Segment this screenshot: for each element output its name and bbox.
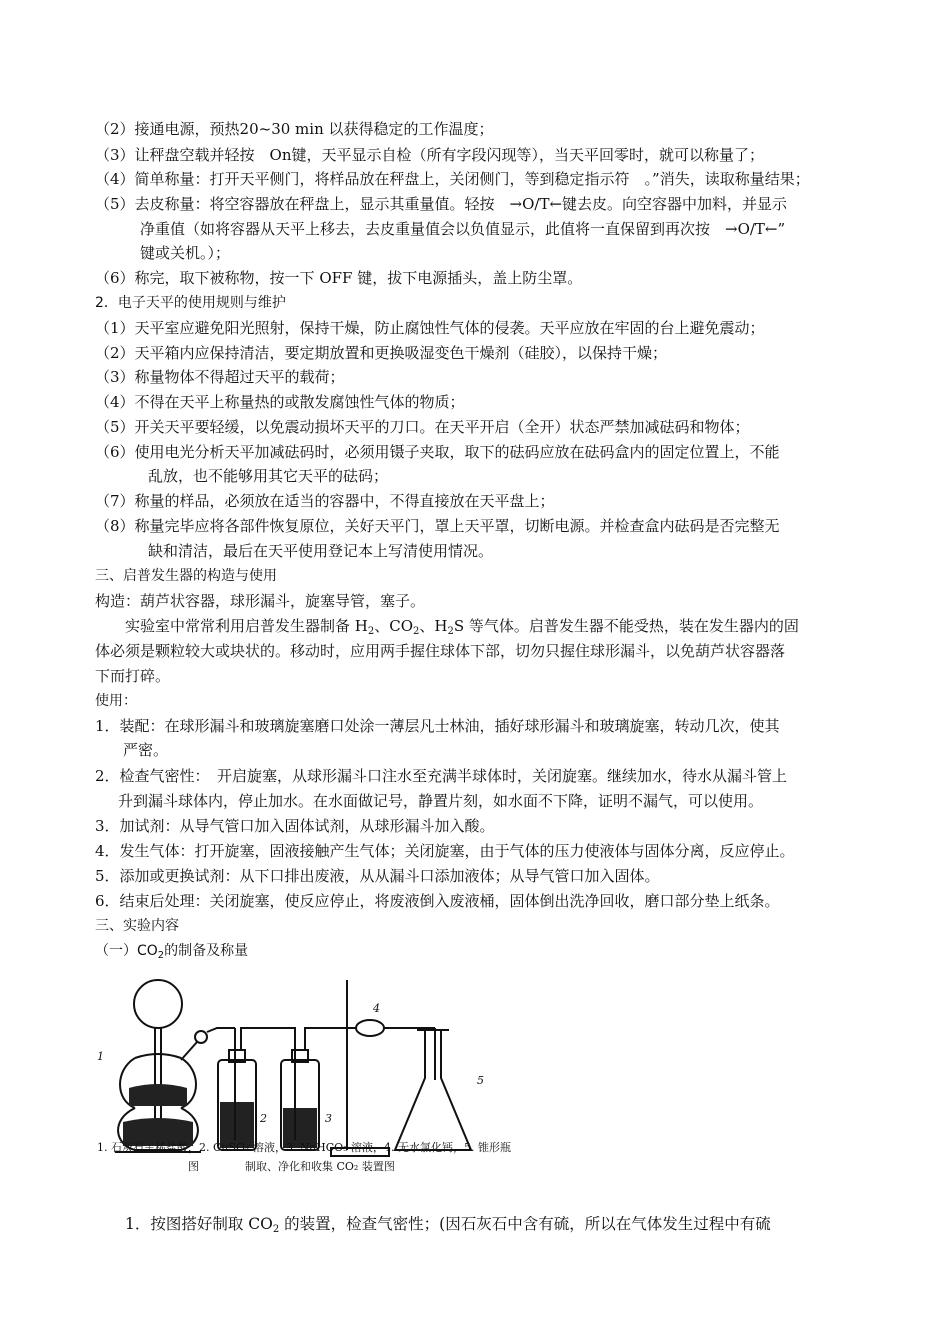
rule-3: （3）称量物体不得超过天平的载荷； <box>95 368 345 386</box>
experiment-step-1: 1．按图搭好制取 $CO_2$ 的装置，检查气密性；(因石灰石中含有硫，所以在气体发生过程中有硫 <box>125 1215 771 1235</box>
use-2-line1: 2．检查气密性： 开启旋塞，从球形漏斗口注水至充满半球体时，关闭旋塞。继续加水，待水从漏斗管上 <box>95 767 788 785</box>
step-5-line2: 净重值（如将容器从天平上移去，去皮重量值会以负值显示，此值将一直保留到再次按 →O/T←” <box>140 220 786 238</box>
step-3: （3）让秤盘空载并轻按 On键，天平显示自检（所有字段闪现等），当天平回零时，就可以称量了； <box>95 146 765 164</box>
use-5: 5．添加或更换试剂：从下口排出废液，从从漏斗口添加液体；从导气管口加入固体。 <box>95 867 660 885</box>
kipp-structure: 构造：葫芦状容器，球形漏斗，旋塞导管，塞子。 <box>95 592 426 610</box>
step-5-line3: 键或关机。）； <box>140 244 231 262</box>
rule-1: （1）天平室应避免阳光照射，保持干燥，防止腐蚀性气体的侵袭。天平应放在牢固的台上避免震动； <box>95 319 765 337</box>
use-title: 使用： <box>95 693 137 709</box>
figure-caption-title: 制取、净化和收集 CO₂ 装置图 <box>245 1160 395 1173</box>
rule-4: （4）不得在天平上称量热的或散发腐蚀性气体的物质； <box>95 393 465 411</box>
figure-label-5: 5 <box>477 1074 484 1087</box>
rule-6-line2: 乱放，也不能够用其它天平的砝码； <box>148 467 389 485</box>
figure-label-4: 4 <box>373 1002 380 1015</box>
step-4: （4）简单称量：打开天平侧门，将样品放在秤盘上，关闭侧门，等到稳定指示符 。”消失，读取称量结果； <box>95 170 810 188</box>
rule-2: （2）天平箱内应保持清洁，要定期放置和更换吸湿变色干燥剂（硅胶），以保持干燥； <box>95 344 668 362</box>
use-1-line1: 1．装配：在球形漏斗和玻璃旋塞磨口处涂一薄层凡士林油，插好球形漏斗和玻璃旋塞，转动几次，使其 <box>95 717 780 735</box>
figure-caption-legend: 1. 石灰石＋稀盐酸，2. CuSO₄ 溶液，3. NaHCO₃ 溶液，4. 无水氯化钙，5. 锥形瓶 <box>97 1141 512 1154</box>
kipp-paragraph-line2: 体必须是颗粒较大或块状的。移动时，应用两手握住球体下部，切勿只握住球形漏斗，以免葫芦状容器落 <box>95 642 786 660</box>
rule-7: （7）称量的样品，必须放在适当的容器中，不得直接放在天平盘上； <box>95 492 555 510</box>
figure-caption-fig: 图 <box>188 1160 199 1173</box>
step-6: （6）称完，取下被称物，按一下 OFF 键，拔下电源插头，盖上防尘罩。 <box>95 269 583 287</box>
use-1-line2: 严密。 <box>123 741 169 759</box>
rule-6-line1: （6）使用电光分析天平加减砝码时，必须用镊子夹取，取下的砝码应放在砝码盒内的固定位置上，不能 <box>95 443 780 461</box>
use-6: 6．结束后处理：关闭旋塞，使反应停止，将废液倒入废液桶，固体倒出洗净回收，磨口部分垫上纸条。 <box>95 892 780 910</box>
section-title-kipp: 三、启普发生器的构造与使用 <box>95 568 277 584</box>
subsection-co2: （一）$CO_2$的制备及称量 <box>95 943 249 961</box>
use-4: 4．发生气体：打开旋塞，固液接触产生气体；关闭旋塞，由于气体的压力使液体与固体分离，反应停止。 <box>95 842 795 860</box>
step-5-line1: （5）去皮称量：将空容器放在秤盘上，显示其重量值。轻按 →O/T←键去皮。向空容器中加料，并显示 <box>95 195 788 213</box>
figure-label-2: 2 <box>260 1112 267 1125</box>
rule-8-line2: 缺和清洁，最后在天平使用登记本上写清使用情况。 <box>148 542 494 560</box>
rule-5: （5）开关天平要轻缓，以免震动损坏天平的刀口。在天平开启（全开）状态严禁加减砝码和物体； <box>95 418 750 436</box>
rule-8-line1: （8）称量完毕应将各部件恢复原位，关好天平门，罩上天平罩，切断电源。并检查盒内砝码是否完整无 <box>95 517 780 535</box>
section-title-experiment: 三、实验内容 <box>95 918 179 934</box>
use-2-line2: 升到漏斗球体内，停止加水。在水面做记号，静置片刻，如水面不下降，证明不漏气，可以使用。 <box>118 792 764 810</box>
kipp-paragraph-line1: 实验室中常常利用启普发生器制备 $H_2$、$CO_2$、$H_2S$ 等气体。启普发生器不能受热，装在发生器内的固 <box>125 617 799 637</box>
section-title-balance-rules: 2．电子天平的使用规则与维护 <box>95 295 286 311</box>
step-2: （2）接通电源，预热20~30 min 以获得稳定的工作温度； <box>95 120 494 138</box>
figure-label-3: 3 <box>325 1112 332 1125</box>
figure-label-1: 1 <box>97 1050 104 1063</box>
use-3: 3．加试剂：从导气管口加入固体试剂，从球形漏斗加入酸。 <box>95 817 495 835</box>
kipp-paragraph-line3: 下而打碎。 <box>95 667 171 685</box>
